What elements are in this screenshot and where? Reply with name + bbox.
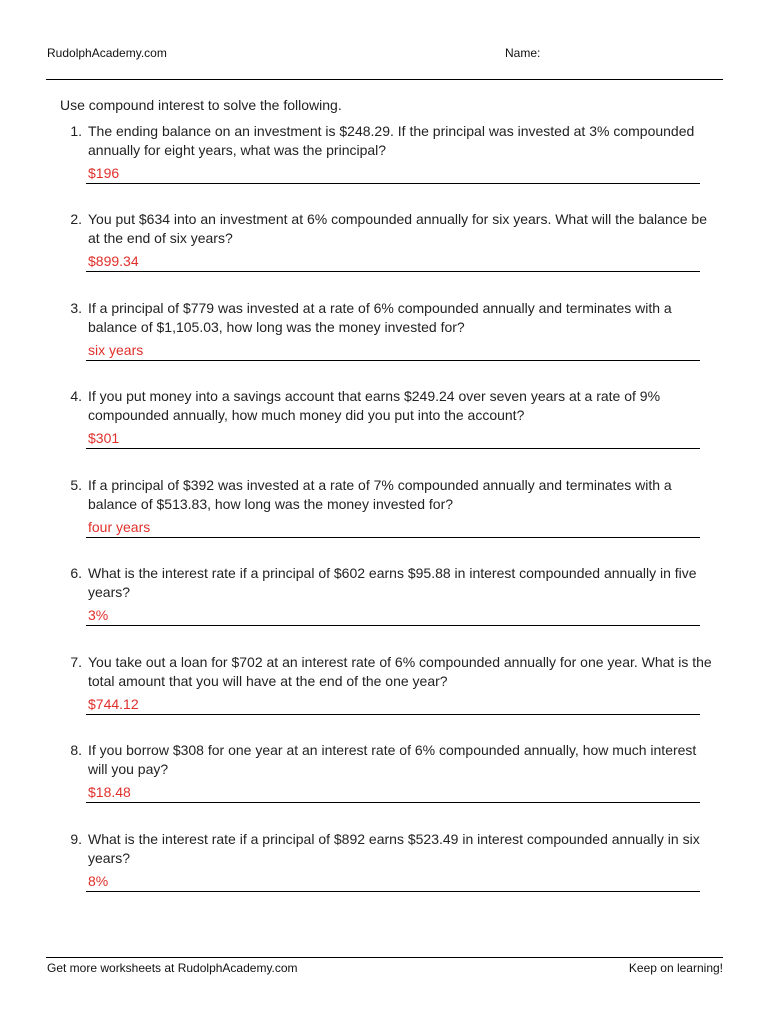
name-label: Name: — [505, 46, 541, 60]
answer-text: $899.34 — [88, 253, 139, 269]
question-text: What is the interest rate if a principal of $892 earns $523.49 in interest compounded annually in six years? — [88, 831, 700, 866]
question-item — [60, 387, 720, 462]
answer-text: $744.12 — [88, 696, 139, 712]
question-item — [60, 299, 720, 374]
question-text: What is the interest rate if a principal of $602 earns $95.88 in interest compounded annually in five years? — [88, 565, 697, 600]
answer-line — [86, 183, 700, 184]
question-item — [60, 210, 720, 285]
question-number: 1. — [70, 123, 82, 139]
question-item — [60, 653, 720, 728]
question-number: 7. — [70, 654, 82, 670]
footer-rule — [46, 957, 723, 958]
question-number: 8. — [70, 742, 82, 758]
footer-tagline: Keep on learning! — [628, 961, 723, 975]
answer-line — [86, 537, 700, 538]
answer-line — [86, 271, 700, 272]
question-item — [60, 741, 720, 816]
answer-text: 8% — [88, 873, 109, 889]
question-number: 6. — [70, 565, 82, 581]
question-text: You take out a loan for $702 at an interest rate of 6% compounded annually for one year. What is the total amount that you will have at the end of the one year? — [88, 654, 712, 689]
question-item — [60, 830, 720, 905]
site-name: RudolphAcademy.com — [47, 46, 167, 60]
answer-text: four years — [88, 519, 151, 535]
question-text: If you borrow $308 for one year at an interest rate of 6% compounded annually, how much interest will you pay? — [88, 742, 697, 777]
footer-link[interactable]: Get more worksheets at RudolphAcademy.com — [47, 961, 298, 975]
question-text: If a principal of $392 was invested at a rate of 7% compounded annually and terminates with a balance of $513.83, how long was the money invested for? — [88, 477, 672, 512]
question-number: 5. — [70, 477, 82, 493]
answer-line — [86, 802, 700, 803]
question-text: You put $634 into an investment at 6% compounded annually for six years. What will the balance be at the end of six years? — [88, 211, 707, 246]
question-text: The ending balance on an investment is $248.29. If the principal was invested at 3% compounded annually for eight years, what was the principal? — [88, 123, 695, 158]
question-number: 3. — [70, 300, 82, 316]
question-number: 4. — [70, 388, 82, 404]
answer-text: $301 — [88, 430, 120, 446]
answer-text: $18.48 — [88, 784, 131, 800]
answer-line — [86, 448, 700, 449]
answer-text: six years — [88, 342, 144, 358]
question-item — [60, 122, 720, 197]
question-item — [60, 476, 720, 551]
answer-line — [86, 625, 700, 626]
answer-text: 3% — [88, 607, 109, 623]
question-text: If you put money into a savings account that earns $249.24 over seven years at a rate of 9% compounded annually, how much money did you put into the account? — [88, 388, 661, 423]
question-number: 2. — [70, 211, 82, 227]
answer-line — [86, 714, 700, 715]
question-text: If a principal of $779 was invested at a rate of 6% compounded annually and terminates with a balance of $1,105.03, how long was the money invested for? — [88, 300, 672, 335]
instructions: Use compound interest to solve the following. — [60, 97, 342, 113]
question-item — [60, 564, 720, 639]
answer-text: $196 — [88, 165, 120, 181]
answer-line — [86, 360, 700, 361]
answer-line — [86, 891, 700, 892]
question-number: 9. — [70, 831, 82, 847]
